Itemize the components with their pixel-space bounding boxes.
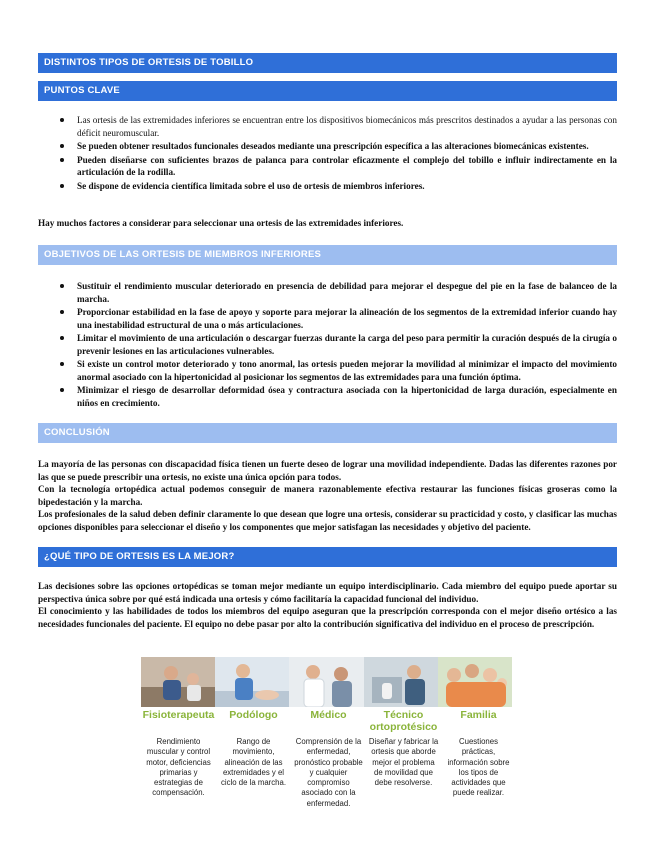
best-type-paragraph-2: El conocimiento y las habilidades de todos los miembros del equipo aseguran que la prescripción corresponda con el mejor diseño ortésico a las necesidades funcionales del paciente. El equipo no debe pasar por alto la contribución significativa del individuo en el proceso de prescripción.	[38, 606, 617, 629]
key-point-4: Se dispone de evidencia científica limitada sobre el uso de ortesis de miembros inferiores.	[50, 180, 617, 193]
conclusion-paragraph-2: Con la tecnología ortopédica actual podemos conseguir de manera razonablemente efectiva restaurar las funciones físicas groseras como la bipedestación y la marcha.	[38, 484, 617, 507]
objectives-list	[50, 280, 617, 410]
key-points-title: PUNTOS CLAVE	[44, 85, 120, 96]
team-member-desc: Diseñar y fabricar la ortesis que aborde mejor el problema de movilidad que debe resolverse.	[368, 737, 439, 788]
family-photo	[438, 657, 512, 707]
key-point-3: Pueden diseñarse con suficientes brazos de palanca para controlar eficazmente el complejo del tobillo e influir indirectamente en la articulación de la rodilla.	[50, 154, 617, 179]
key-points-note-text: Hay muchos factores a considerar para seleccionar una ortesis de las extremidades inferiores.	[38, 218, 404, 228]
conclusion-paragraph-1: La mayoría de las personas con discapacidad física tienen un fuerte deseo de lograr una movilidad independiente. Dadas las diferentes razones por las que se puede prescribir una ortesis, no existe una única opción para todos.	[38, 459, 617, 482]
key-point-1: Las ortesis de las extremidades inferiores se encuentran entre los dispositivos biomecánicos más prescritos destinados a ayudar a las personas con déficit neuromuscular.	[50, 114, 617, 139]
team-member-desc: Comprensión de la enfermedad, pronóstico probable y cualquier compromiso asociado con la enfermedad.	[294, 737, 363, 808]
key-points-list	[50, 114, 617, 193]
best-type-title: ¿QUÉ TIPO DE ORTESIS ES LA MEJOR?	[44, 551, 235, 562]
physiotherapist-photo	[141, 657, 215, 707]
team-member-orthotist	[366, 710, 441, 809]
objective-2: Proporcionar estabilidad en la fase de apoyo y soporte para mejorar la alineación de los segmentos de la extremidad inferior cuando hay una inestabilidad estructural de una o más articulaciones.	[50, 306, 617, 331]
team-member-title: Fisioterapeuta	[142, 709, 215, 721]
best-type-body	[38, 580, 617, 630]
objective-3: Limitar el movimiento de una articulación o descargar fuerzas durante la carga del peso para permitir la curación después de la cirugía o prevenir lesiones en las articulaciones vulnerables.	[50, 332, 617, 357]
objective-1: Sustituir el rendimiento muscular deteriorado en presencia de debilidad para mejorar el despegue del pie en la fase de balanceo de la marcha.	[50, 280, 617, 305]
doctor-photo	[289, 657, 363, 707]
team-member-desc: Rango de movimiento, alineación de las extremidades y el ciclo de la marcha.	[220, 737, 286, 788]
team-member-doctor	[291, 710, 366, 809]
main-title-bar	[38, 53, 617, 73]
team-member-desc: Rendimiento muscular y control motor, deficiencias primarias y estrategias de compensación.	[146, 737, 211, 798]
main-title: DISTINTOS TIPOS DE ORTESIS DE TOBILLO	[44, 57, 254, 68]
team-member-title: Podólogo	[229, 709, 278, 721]
team-member-title: Familia	[460, 709, 497, 721]
team-photo-strip	[141, 657, 512, 707]
team-member-title: Médico	[310, 709, 347, 721]
conclusion-body	[38, 458, 617, 533]
key-point-2: Se pueden obtener resultados funcionales deseados mediante una prescripción específica a las alteraciones biomecánicas existentes.	[50, 140, 617, 153]
podiatrist-photo	[215, 657, 289, 707]
objectives-title: OBJETIVOS DE LAS ORTESIS DE MIEMBROS INFERIORES	[44, 249, 322, 260]
best-type-header	[38, 547, 617, 567]
objective-4: Si existe un control motor deteriorado y tono anormal, las ortesis pueden mejorar la movilidad al minimizar el impacto del movimiento anormal asociado con la hipertonicidad al posicionar los segmentos de las extremidades para una función óptima.	[50, 358, 617, 383]
conclusion-title: CONCLUSIÓN	[44, 427, 110, 438]
objective-5: Minimizar el riesgo de desarrollar deformidad ósea y contractura asociada con la hipertonicidad de larga duración, especialmente en niños en crecimiento.	[50, 384, 617, 409]
orthotist-photo	[364, 657, 438, 707]
team-member-podiatrist	[216, 710, 291, 809]
key-points-note	[38, 217, 617, 230]
team-member-family	[441, 710, 516, 809]
conclusion-paragraph-3: Los profesionales de la salud deben definir claramente lo que desean que logre una ortesis, considerar su practicidad y costo, y clasificar las muchas opciones disponibles para seleccionar el diseño y los componentes que mejor satisfagan las necesidades y objetivo del paciente.	[38, 509, 617, 532]
key-points-header	[38, 81, 617, 101]
best-type-paragraph-1: Las decisiones sobre las opciones ortopédicas se toman mejor mediante un equipo interdisciplinario. Cada miembro del equipo puede aportar su perspectiva única sobre por qué está indicada una ortesis y cómo facilitaría la capacidad funcional del individuo.	[38, 581, 617, 604]
team-member-physiotherapist	[141, 710, 216, 809]
team-roles	[141, 710, 516, 809]
conclusion-header	[38, 423, 617, 443]
objectives-header	[38, 245, 617, 265]
team-member-desc: Cuestiones prácticas, información sobre los tipos de actividades que puede realizar.	[447, 737, 510, 798]
team-member-title: Técnico ortoprotésico	[369, 709, 438, 733]
